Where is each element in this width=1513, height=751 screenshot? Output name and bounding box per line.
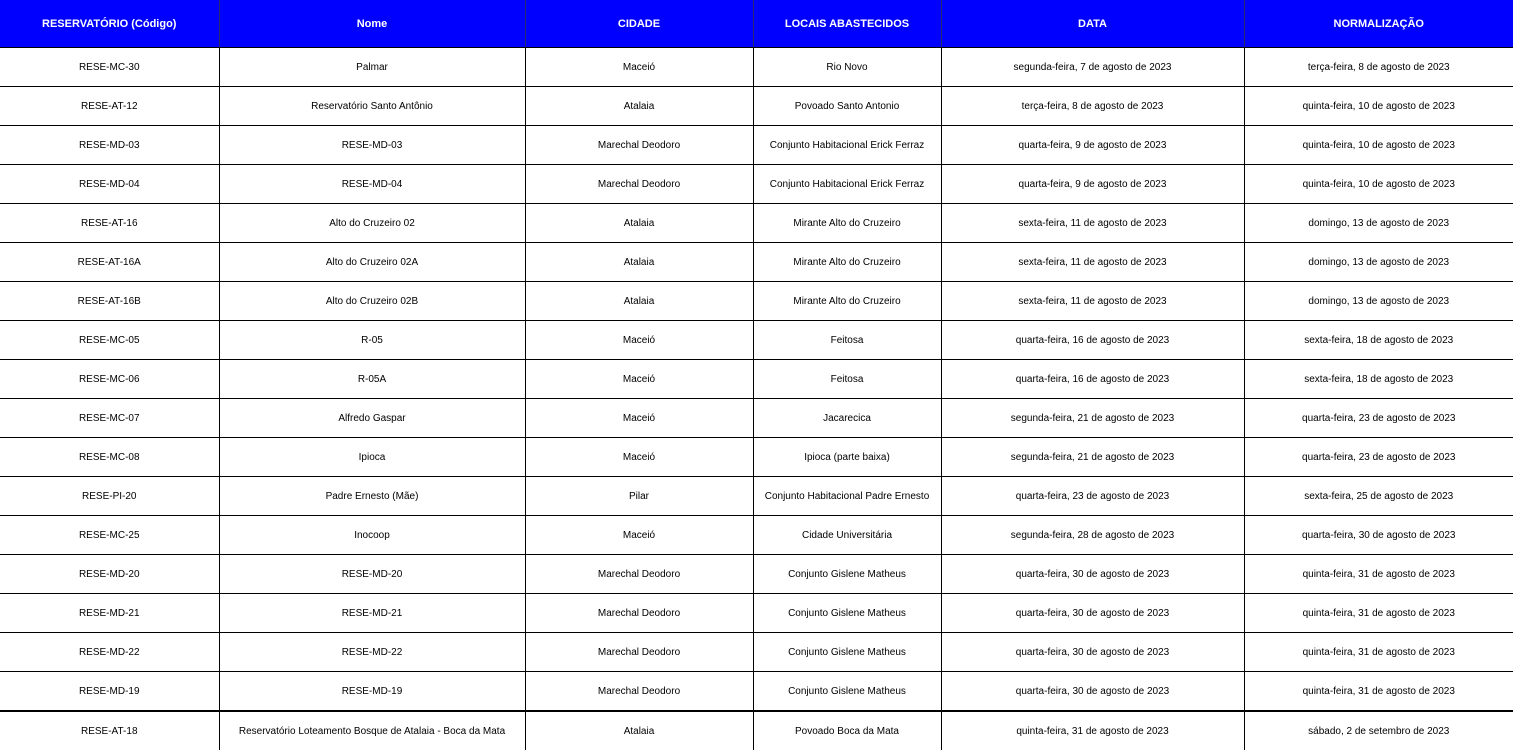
cell-nome[interactable]: RESE-MD-04 — [219, 165, 525, 204]
cell-cidade[interactable]: Pilar — [525, 477, 753, 516]
cell-nome[interactable]: RESE-MD-19 — [219, 672, 525, 712]
cell-nome[interactable]: Palmar — [219, 48, 525, 87]
table-row — [0, 165, 1513, 204]
cell-locais-abastecidos[interactable]: Rio Novo — [753, 48, 941, 87]
cell-nome[interactable]: Alto do Cruzeiro 02A — [219, 243, 525, 282]
table-row — [0, 672, 1513, 712]
cell-reservatorio[interactable]: RESE-MC-07 — [0, 399, 219, 438]
cell-cidade[interactable]: Maceió — [525, 516, 753, 555]
cell-locais-abastecidos[interactable]: Mirante Alto do Cruzeiro — [753, 282, 941, 321]
cell-cidade[interactable]: Maceió — [525, 321, 753, 360]
cell-cidade[interactable]: Atalaia — [525, 243, 753, 282]
cell-reservatorio[interactable]: RESE-MC-30 — [0, 48, 219, 87]
cell-nome[interactable]: Reservatório Santo Antônio — [219, 87, 525, 126]
cell-locais-abastecidos[interactable]: Mirante Alto do Cruzeiro — [753, 204, 941, 243]
cell-cidade[interactable]: Marechal Deodoro — [525, 555, 753, 594]
table-body — [0, 48, 1513, 751]
table-row — [0, 594, 1513, 633]
cell-cidade[interactable]: Marechal Deodoro — [525, 165, 753, 204]
cell-data[interactable]: segunda-feira, 21 de agosto de 2023 — [941, 399, 1244, 438]
cell-locais-abastecidos[interactable]: Jacarecica — [753, 399, 941, 438]
cell-data[interactable]: quarta-feira, 9 de agosto de 2023 — [941, 126, 1244, 165]
table-row — [0, 633, 1513, 672]
cell-nome[interactable]: R-05A — [219, 360, 525, 399]
cell-reservatorio[interactable]: RESE-AT-16B — [0, 282, 219, 321]
cell-normalizacao[interactable]: quinta-feira, 31 de agosto de 2023 — [1244, 555, 1513, 594]
cell-normalizacao[interactable]: quinta-feira, 10 de agosto de 2023 — [1244, 165, 1513, 204]
cell-data[interactable]: sexta-feira, 11 de agosto de 2023 — [941, 204, 1244, 243]
cell-data[interactable]: quarta-feira, 9 de agosto de 2023 — [941, 165, 1244, 204]
cell-data[interactable]: segunda-feira, 28 de agosto de 2023 — [941, 516, 1244, 555]
cell-normalizacao[interactable]: terça-feira, 8 de agosto de 2023 — [1244, 48, 1513, 87]
cell-nome[interactable]: Alfredo Gaspar — [219, 399, 525, 438]
cell-normalizacao[interactable]: quinta-feira, 31 de agosto de 2023 — [1244, 672, 1513, 712]
table-row — [0, 477, 1513, 516]
cell-nome[interactable]: RESE-MD-20 — [219, 555, 525, 594]
table-row — [0, 438, 1513, 477]
cell-normalizacao[interactable]: quinta-feira, 10 de agosto de 2023 — [1244, 87, 1513, 126]
cell-locais-abastecidos[interactable]: Feitosa — [753, 360, 941, 399]
table-row — [0, 321, 1513, 360]
cell-reservatorio[interactable]: RESE-MD-20 — [0, 555, 219, 594]
cell-normalizacao[interactable]: domingo, 13 de agosto de 2023 — [1244, 204, 1513, 243]
cell-nome[interactable]: RESE-MD-03 — [219, 126, 525, 165]
cell-reservatorio[interactable]: RESE-MD-21 — [0, 594, 219, 633]
cell-cidade[interactable]: Atalaia — [525, 711, 753, 750]
cell-normalizacao[interactable]: domingo, 13 de agosto de 2023 — [1244, 243, 1513, 282]
cell-normalizacao[interactable]: sexta-feira, 25 de agosto de 2023 — [1244, 477, 1513, 516]
table-row — [0, 204, 1513, 243]
cell-cidade[interactable]: Maceió — [525, 360, 753, 399]
cell-nome[interactable]: Alto do Cruzeiro 02 — [219, 204, 525, 243]
cell-data[interactable]: quarta-feira, 30 de agosto de 2023 — [941, 633, 1244, 672]
cell-reservatorio[interactable]: RESE-AT-16A — [0, 243, 219, 282]
column-header-data[interactable]: DATA — [941, 0, 1244, 48]
cell-normalizacao[interactable]: quinta-feira, 31 de agosto de 2023 — [1244, 633, 1513, 672]
cell-reservatorio[interactable]: RESE-MD-04 — [0, 165, 219, 204]
cell-normalizacao[interactable]: quarta-feira, 30 de agosto de 2023 — [1244, 516, 1513, 555]
table-row — [0, 360, 1513, 399]
header-row — [0, 0, 1513, 48]
cell-reservatorio[interactable]: RESE-AT-12 — [0, 87, 219, 126]
cell-cidade[interactable]: Atalaia — [525, 87, 753, 126]
column-header-reservatorio[interactable]: RESERVATÓRIO (Código) — [0, 0, 219, 48]
cell-nome[interactable]: R-05 — [219, 321, 525, 360]
cell-nome[interactable]: Inocoop — [219, 516, 525, 555]
cell-nome[interactable]: Padre Ernesto (Mãe) — [219, 477, 525, 516]
column-header-cidade[interactable]: CIDADE — [525, 0, 753, 48]
cell-reservatorio[interactable]: RESE-MD-22 — [0, 633, 219, 672]
cell-reservatorio[interactable]: RESE-AT-16 — [0, 204, 219, 243]
table-row — [0, 399, 1513, 438]
cell-normalizacao[interactable]: sábado, 2 de setembro de 2023 — [1244, 711, 1513, 750]
cell-normalizacao[interactable]: sexta-feira, 18 de agosto de 2023 — [1244, 321, 1513, 360]
cell-reservatorio[interactable]: RESE-AT-18 — [0, 711, 219, 750]
cell-normalizacao[interactable]: sexta-feira, 18 de agosto de 2023 — [1244, 360, 1513, 399]
table-row — [0, 711, 1513, 750]
cell-normalizacao[interactable]: domingo, 13 de agosto de 2023 — [1244, 282, 1513, 321]
cell-reservatorio[interactable]: RESE-MD-19 — [0, 672, 219, 712]
cell-cidade[interactable]: Atalaia — [525, 282, 753, 321]
cell-cidade[interactable]: Maceió — [525, 399, 753, 438]
cell-locais-abastecidos[interactable]: Conjunto Habitacional Padre Ernesto — [753, 477, 941, 516]
cell-locais-abastecidos[interactable]: Conjunto Habitacional Erick Ferraz — [753, 165, 941, 204]
cell-locais-abastecidos[interactable]: Povoado Boca da Mata — [753, 711, 941, 750]
cell-locais-abastecidos[interactable]: Conjunto Habitacional Erick Ferraz — [753, 126, 941, 165]
cell-data[interactable]: quarta-feira, 30 de agosto de 2023 — [941, 555, 1244, 594]
cell-data[interactable]: sexta-feira, 11 de agosto de 2023 — [941, 282, 1244, 321]
cell-locais-abastecidos[interactable]: Conjunto Gislene Matheus — [753, 594, 941, 633]
table-row — [0, 48, 1513, 87]
cell-normalizacao[interactable]: quarta-feira, 23 de agosto de 2023 — [1244, 399, 1513, 438]
cell-normalizacao[interactable]: quinta-feira, 10 de agosto de 2023 — [1244, 126, 1513, 165]
cell-cidade[interactable]: Marechal Deodoro — [525, 594, 753, 633]
cell-data[interactable]: quinta-feira, 31 de agosto de 2023 — [941, 711, 1244, 750]
cell-normalizacao[interactable]: quinta-feira, 31 de agosto de 2023 — [1244, 594, 1513, 633]
cell-locais-abastecidos[interactable]: Conjunto Gislene Matheus — [753, 555, 941, 594]
cell-data[interactable]: quarta-feira, 23 de agosto de 2023 — [941, 477, 1244, 516]
cell-reservatorio[interactable]: RESE-MC-08 — [0, 438, 219, 477]
cell-cidade[interactable]: Maceió — [525, 48, 753, 87]
table-row — [0, 282, 1513, 321]
cell-cidade[interactable]: Atalaia — [525, 204, 753, 243]
cell-reservatorio[interactable]: RESE-MC-06 — [0, 360, 219, 399]
cell-reservatorio[interactable]: RESE-MC-25 — [0, 516, 219, 555]
cell-nome[interactable]: Reservatório Loteamento Bosque de Atalaia - Boca da Mata — [219, 711, 525, 750]
table-row — [0, 555, 1513, 594]
cell-cidade[interactable]: Marechal Deodoro — [525, 672, 753, 712]
cell-cidade[interactable]: Maceió — [525, 438, 753, 477]
cell-locais-abastecidos[interactable]: Conjunto Gislene Matheus — [753, 672, 941, 712]
cell-nome[interactable]: RESE-MD-21 — [219, 594, 525, 633]
cell-reservatorio[interactable]: RESE-PI-20 — [0, 477, 219, 516]
cell-data[interactable]: sexta-feira, 11 de agosto de 2023 — [941, 243, 1244, 282]
table-row — [0, 516, 1513, 555]
column-header-locais-abastecidos[interactable]: LOCAIS ABASTECIDOS — [753, 0, 941, 48]
cell-locais-abastecidos[interactable]: Cidade Universitária — [753, 516, 941, 555]
cell-locais-abastecidos[interactable]: Povoado Santo Antonio — [753, 87, 941, 126]
cell-normalizacao[interactable]: quarta-feira, 23 de agosto de 2023 — [1244, 438, 1513, 477]
cell-data[interactable]: segunda-feira, 7 de agosto de 2023 — [941, 48, 1244, 87]
table-row — [0, 87, 1513, 126]
cell-locais-abastecidos[interactable]: Ipioca (parte baixa) — [753, 438, 941, 477]
cell-data[interactable]: quarta-feira, 30 de agosto de 2023 — [941, 672, 1244, 712]
cell-data[interactable]: terça-feira, 8 de agosto de 2023 — [941, 87, 1244, 126]
cell-data[interactable]: segunda-feira, 21 de agosto de 2023 — [941, 438, 1244, 477]
column-header-nome[interactable]: Nome — [219, 0, 525, 48]
cell-nome[interactable]: RESE-MD-22 — [219, 633, 525, 672]
table-row — [0, 126, 1513, 165]
cell-cidade[interactable]: Marechal Deodoro — [525, 633, 753, 672]
cell-reservatorio[interactable]: RESE-MC-05 — [0, 321, 219, 360]
cell-locais-abastecidos[interactable]: Feitosa — [753, 321, 941, 360]
cell-data[interactable]: quarta-feira, 16 de agosto de 2023 — [941, 321, 1244, 360]
cell-nome[interactable]: Ipioca — [219, 438, 525, 477]
cell-cidade[interactable]: Marechal Deodoro — [525, 126, 753, 165]
cell-data[interactable]: quarta-feira, 16 de agosto de 2023 — [941, 360, 1244, 399]
cell-locais-abastecidos[interactable]: Mirante Alto do Cruzeiro — [753, 243, 941, 282]
cell-nome[interactable]: Alto do Cruzeiro 02B — [219, 282, 525, 321]
cell-locais-abastecidos[interactable]: Conjunto Gislene Matheus — [753, 633, 941, 672]
table-row — [0, 243, 1513, 282]
cell-data[interactable]: quarta-feira, 30 de agosto de 2023 — [941, 594, 1244, 633]
cell-reservatorio[interactable]: RESE-MD-03 — [0, 126, 219, 165]
column-header-normalizacao[interactable]: NORMALIZAÇÃO — [1244, 0, 1513, 48]
